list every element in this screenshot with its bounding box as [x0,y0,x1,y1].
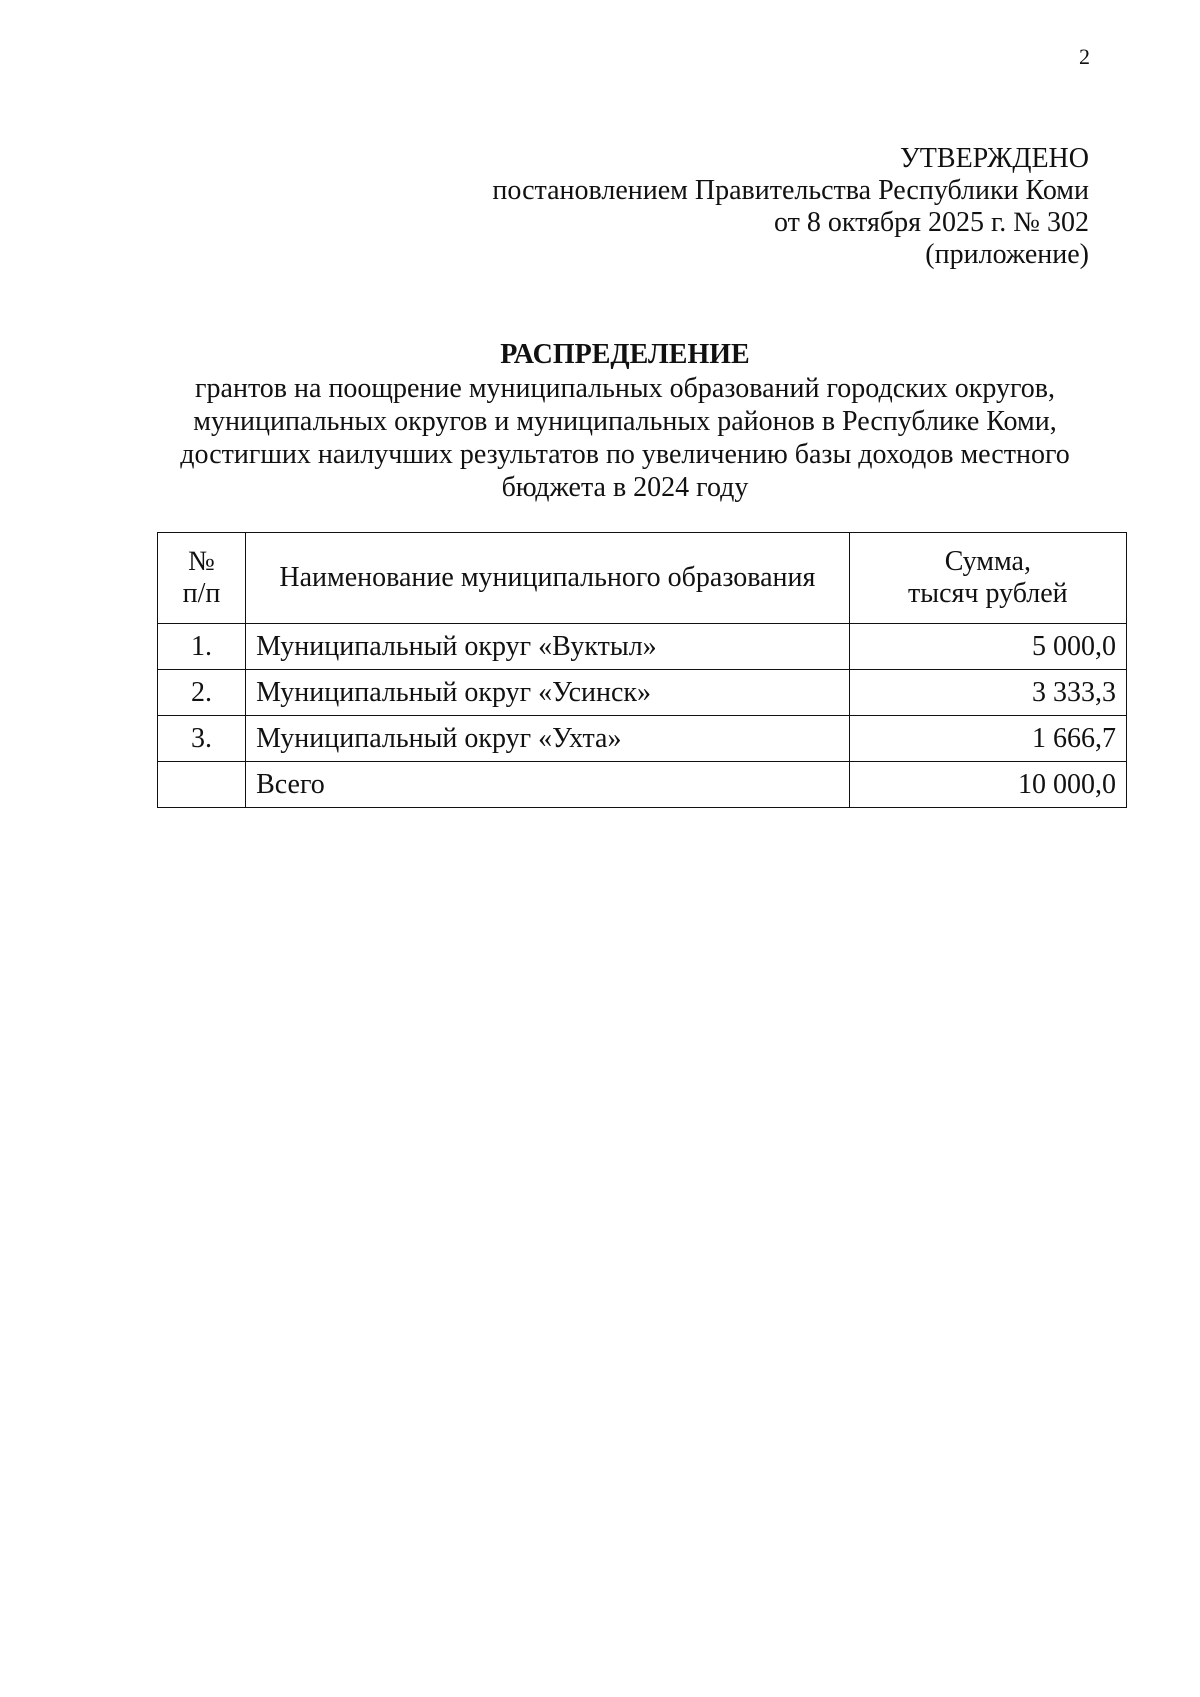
subtitle-line: муниципальных округов и муниципальных районов в Республике Коми, [193,406,1057,437]
total-number [158,762,246,808]
table-row [158,670,1127,716]
document-title: РАСПРЕДЕЛЕНИЕ [500,339,750,370]
subtitle-line: бюджета в 2024 году [501,472,749,503]
total-label: Всего [246,762,850,808]
document-title-block [120,338,1130,504]
row-number: 3. [158,716,246,762]
table-row [158,716,1127,762]
header-sum [849,533,1126,624]
total-sum: 10 000,0 [849,762,1126,808]
header-name: Наименование муниципального образования [246,533,850,624]
approval-stamp [389,143,1089,271]
approval-resolution: постановлением Правительства Республики Коми [492,175,1089,206]
row-number: 2. [158,670,246,716]
document-subtitle [120,372,1130,504]
row-number: 1. [158,624,246,670]
table-row [158,624,1127,670]
header-number [158,533,246,624]
grants-table [157,532,1127,808]
table-total-row [158,762,1127,808]
table-header-row [158,533,1127,624]
row-sum: 1 666,7 [849,716,1126,762]
subtitle-line: грантов на поощрение муниципальных образований городских округов, [195,373,1055,404]
row-name: Муниципальный округ «Усинск» [246,670,850,716]
row-sum: 3 333,3 [849,670,1126,716]
row-sum: 5 000,0 [849,624,1126,670]
approval-appendix: (приложение) [925,239,1089,270]
subtitle-line: достигших наилучших результатов по увеличению базы доходов местного [180,439,1070,470]
header-number-abbr: п/п [182,578,221,609]
approval-heading: УТВЕРЖДЕНО [899,143,1089,174]
header-sum-label: Сумма, [944,546,1031,577]
header-sum-unit: тысяч рублей [908,578,1068,609]
header-number-sign: № [188,546,215,577]
row-name: Муниципальный округ «Вуктыл» [246,624,850,670]
approval-date-number: от 8 октября 2025 г. № 302 [773,207,1089,238]
page-number: 2 [1079,44,1090,69]
row-name: Муниципальный округ «Ухта» [246,716,850,762]
